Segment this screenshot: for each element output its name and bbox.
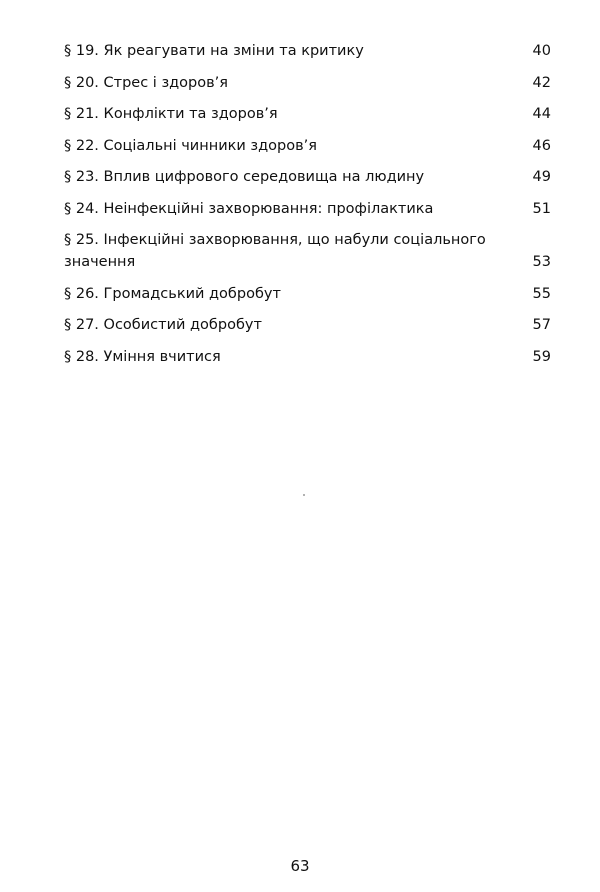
- dot-leader: [232, 79, 527, 89]
- toc-entry-title: § 24. Неінфекційні захворювання: профілактика: [64, 200, 434, 217]
- toc-entry-multiline-wrap: [64, 229, 551, 273]
- toc-entry-page: 42: [532, 74, 551, 91]
- page-number: 63: [290, 857, 310, 875]
- toc-entry-page: 53: [532, 254, 551, 270]
- toc-entry-title: § 20. Стрес і здоров’я: [64, 74, 229, 91]
- toc-entry-line2: [64, 251, 551, 273]
- dot-leader: [266, 321, 527, 331]
- dot-leader: [321, 142, 527, 152]
- toc-entry-25[interactable]: [64, 229, 551, 273]
- toc-entry-title: § 22. Соціальні чинники здоров’я: [64, 137, 317, 154]
- dot-leader: [368, 47, 527, 57]
- dot-leader: [282, 110, 527, 120]
- dot-leader: [285, 290, 527, 300]
- toc-entry-title-line2: значення: [64, 254, 136, 270]
- toc-entry-title: § 23. Вплив цифрового середовища на людину: [64, 169, 425, 185]
- toc-entry-27[interactable]: [64, 314, 551, 336]
- dot-leader: [225, 353, 527, 363]
- toc-entry-22[interactable]: [64, 135, 551, 157]
- toc-entry-23[interactable]: [64, 166, 551, 188]
- toc-entry-page: 44: [532, 106, 551, 122]
- toc-entry-21[interactable]: [64, 103, 551, 125]
- toc-entry-page: 57: [532, 317, 551, 333]
- dot-leader: [428, 173, 527, 183]
- toc-entry-28[interactable]: [64, 346, 551, 368]
- toc-entry-page: 49: [532, 169, 551, 185]
- toc-entry-title: § 28. Уміння вчитися: [64, 348, 221, 365]
- toc-entry-24[interactable]: [64, 198, 551, 220]
- dot-leader: [437, 205, 527, 215]
- toc-entry-page: 51: [532, 200, 551, 217]
- toc-entry-title: § 26. Громадський добробут: [64, 285, 281, 302]
- toc-entry-page: 55: [532, 285, 551, 302]
- table-of-contents: [64, 40, 551, 377]
- toc-entry-19[interactable]: [64, 40, 551, 62]
- dot-leader: [139, 258, 527, 268]
- toc-entry-title-line1: § 25. Інфекційні захворювання, що набули соціального: [64, 232, 486, 248]
- toc-entry-26[interactable]: [64, 283, 551, 305]
- toc-entry-20[interactable]: [64, 72, 551, 94]
- stray-dot-mark: [303, 494, 305, 496]
- toc-entry-title: § 19. Як реагувати на зміни та критику: [64, 43, 364, 59]
- toc-entry-page: 46: [532, 137, 551, 154]
- toc-entry-page: 40: [532, 43, 551, 59]
- toc-entry-page: 59: [532, 348, 551, 365]
- toc-entry-title: § 27. Особистий добробут: [64, 317, 262, 333]
- toc-entry-title: § 21. Конфлікти та здоров’я: [64, 106, 278, 122]
